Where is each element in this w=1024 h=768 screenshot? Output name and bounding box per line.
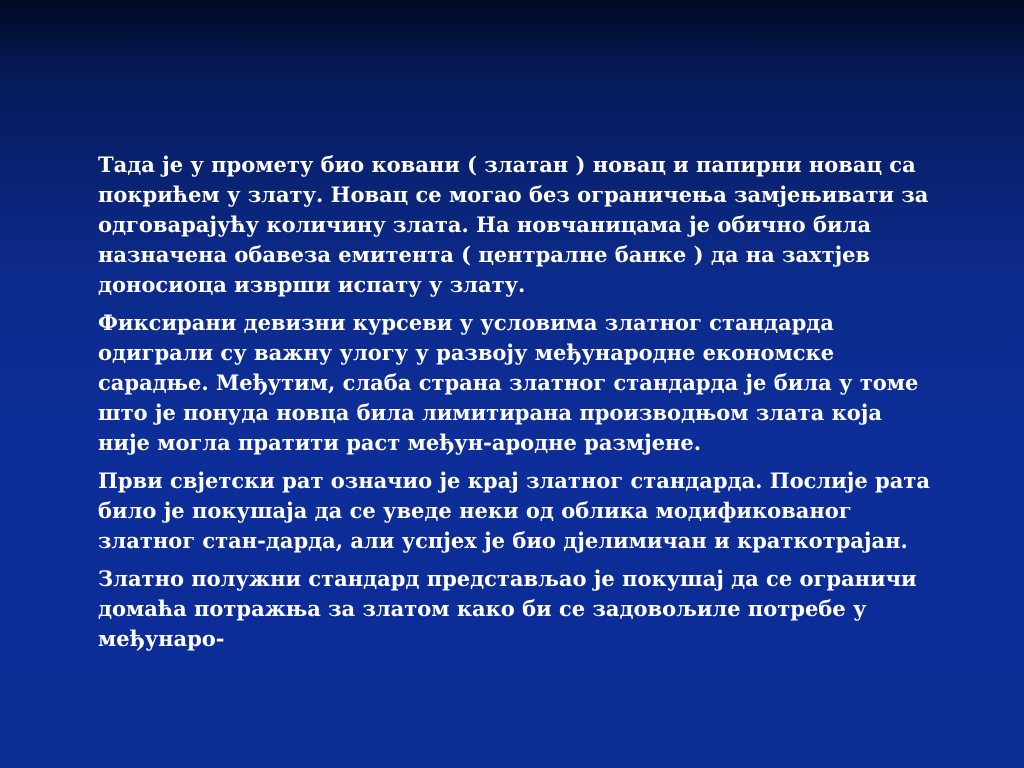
slide-body — [98, 150, 968, 662]
paragraph-world-war-end: Први свјетски рат означио је крај златног стандарда. Послије рата било је покушаја да се уведе неки од облика модификованог златног стан-дарда, али успјех је био дјелимичан и краткотрајан. — [98, 468, 930, 553]
paragraph-fixed-exchange-rates: Фиксирани девизни курсеви у условима златног стандарда одиграли су важну улогу у развоју међународне економске сарадње. Међутим, слаба страна златног стандарда је била у томе што је понуда новца била лимитирана производњом злата која није могла пратити раст међун-ародне размјене. — [98, 310, 919, 455]
paragraph-gold-coin-money: Тада је у промету био ковани ( златан ) новац и папирни новац са покрићем у злату. Новац се могао без ограничења замјењивати за одговарајућу количину злата. На новчаницама је обично била назначена обавеза емитента ( централне банке ) да на захтјев доносиоца изврши испату у злату. — [98, 152, 929, 297]
paragraph-gold-bullion-standard: Златно полужни стандард представљао је покушај да се ограничи домаћа потражња за златом како би се задовољиле потребе у међунаро- — [98, 566, 917, 651]
